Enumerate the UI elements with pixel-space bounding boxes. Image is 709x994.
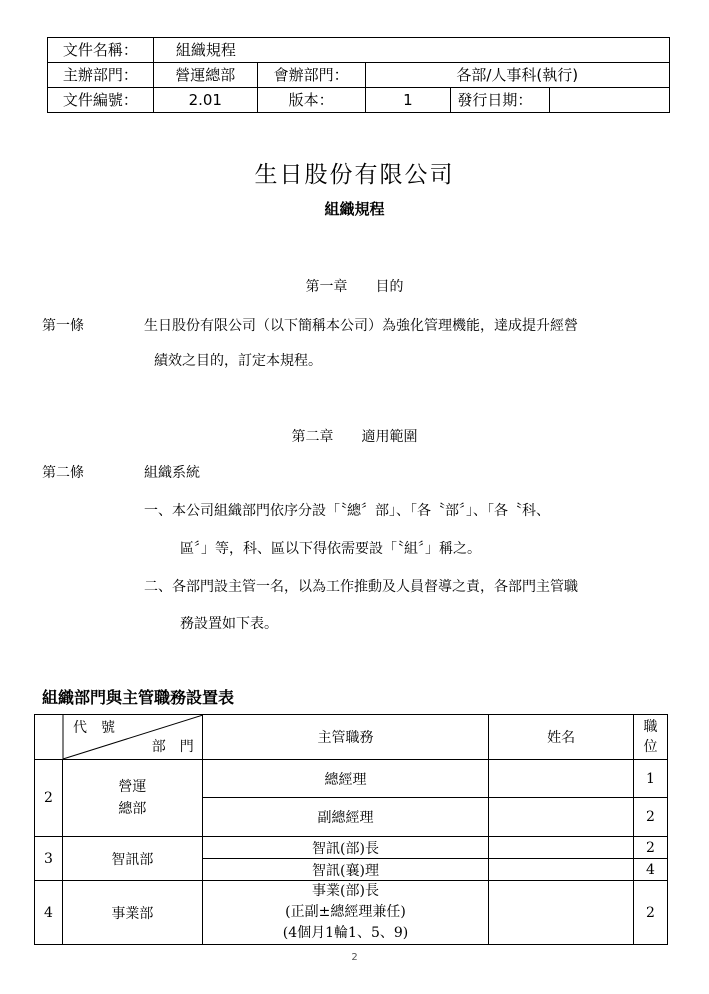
- issue-date-label: 發行日期：: [451, 88, 550, 113]
- row-4-dept: 事業部: [62, 881, 202, 945]
- doc-no-value: 2.01: [153, 88, 257, 113]
- article-2-heading: 組織系統: [144, 465, 200, 481]
- org-table: [34, 714, 668, 945]
- article-2-item-2-line-2: 務設置如下表。: [180, 616, 278, 632]
- row-3-name-1: [489, 837, 634, 859]
- article-2-label: 第二條: [42, 465, 84, 481]
- doc-name-value: 組織規程: [153, 38, 669, 63]
- row-2-position-1: 總經理: [202, 760, 489, 798]
- doc-no-label: 文件編號：: [48, 88, 154, 113]
- chapter-1-title: 目的: [375, 279, 404, 295]
- org-table-title: 組織部門與主管職務設置表: [42, 688, 235, 707]
- chapter-2-heading: [0, 426, 709, 446]
- chapter-2-number: 第二章: [291, 429, 334, 445]
- version-value: 1: [365, 88, 451, 113]
- page-number: 2: [351, 952, 358, 963]
- article-1-line-2: 績效之目的，訂定本規程。: [154, 353, 322, 369]
- article-1-line-1: 生日股份有限公司（以下簡稱本公司）為強化管理機能，達成提升經營: [144, 318, 578, 334]
- row-4-position-line-1: 事業(部)長: [312, 883, 379, 899]
- row-4-rank: 2: [634, 881, 668, 945]
- chapter-1-heading: [0, 276, 709, 296]
- header-code: 代 號: [73, 720, 115, 736]
- header-position: 主管職務: [202, 715, 489, 760]
- row-2-dept: 營運總部: [62, 760, 202, 837]
- co-dept-label: 會辦部門：: [257, 63, 365, 88]
- article-2-item-1-line-2: 區〞」等，科、區以下得依需要設「〝組〞」稱之。: [180, 541, 481, 557]
- row-3-position-1: 智訊(部)長: [202, 837, 489, 859]
- header-name: 姓名: [489, 715, 634, 760]
- document-header-table: [47, 37, 670, 113]
- row-3-dept: 智訊部: [62, 837, 202, 881]
- host-dept-label: 主辦部門：: [48, 63, 154, 88]
- row-4-position-line-2: (正副±總經理兼任): [285, 904, 406, 920]
- host-dept-value: 營運總部: [153, 63, 257, 88]
- article-1-label: 第一條: [42, 318, 84, 334]
- row-4-name: [489, 881, 634, 945]
- row-4-code: 4: [35, 881, 63, 945]
- row-4-position-line-3: (4個月1輪1、5、9): [282, 925, 409, 941]
- row-2-rank-1: 1: [634, 760, 668, 798]
- version-label: 版本：: [257, 88, 365, 113]
- doc-name-label: 文件名稱：: [48, 38, 154, 63]
- row-2-code: 2: [35, 760, 63, 837]
- chapter-2-title: 適用範圍: [361, 429, 418, 445]
- article-2-item-1-line-1: 一、本公司組織部門依序分設「〝總〞部」、「各〝部〞」、「各〝科、: [144, 503, 550, 519]
- code-dept-header: [35, 715, 203, 760]
- article-2-item-2-line-1: 二、各部門設主管一名，以為工作推動及人員督導之責，各部門主管職: [144, 579, 578, 595]
- chapter-1-number: 第一章: [305, 279, 348, 295]
- row-3-position-2: 智訊(襄)理: [202, 859, 489, 881]
- document-title: 組織規程: [324, 200, 385, 218]
- row-3-rank-2: 4: [634, 859, 668, 881]
- company-title: 生日股份有限公司: [254, 162, 455, 188]
- header-rank: 職位: [634, 715, 668, 760]
- issue-date-value: [550, 88, 670, 113]
- row-2-name-1: [489, 760, 634, 798]
- row-2-name-2: [489, 798, 634, 837]
- co-dept-value: 各部/人事科(執行): [365, 63, 669, 88]
- row-3-name-2: [489, 859, 634, 881]
- row-3-code: 3: [35, 837, 63, 881]
- row-3-rank-1: 2: [634, 837, 668, 859]
- row-2-rank-2: 2: [634, 798, 668, 837]
- header-dept: 部 門: [151, 739, 194, 755]
- row-2-position-2: 副總經理: [202, 798, 489, 837]
- row-4-position: [202, 881, 489, 945]
